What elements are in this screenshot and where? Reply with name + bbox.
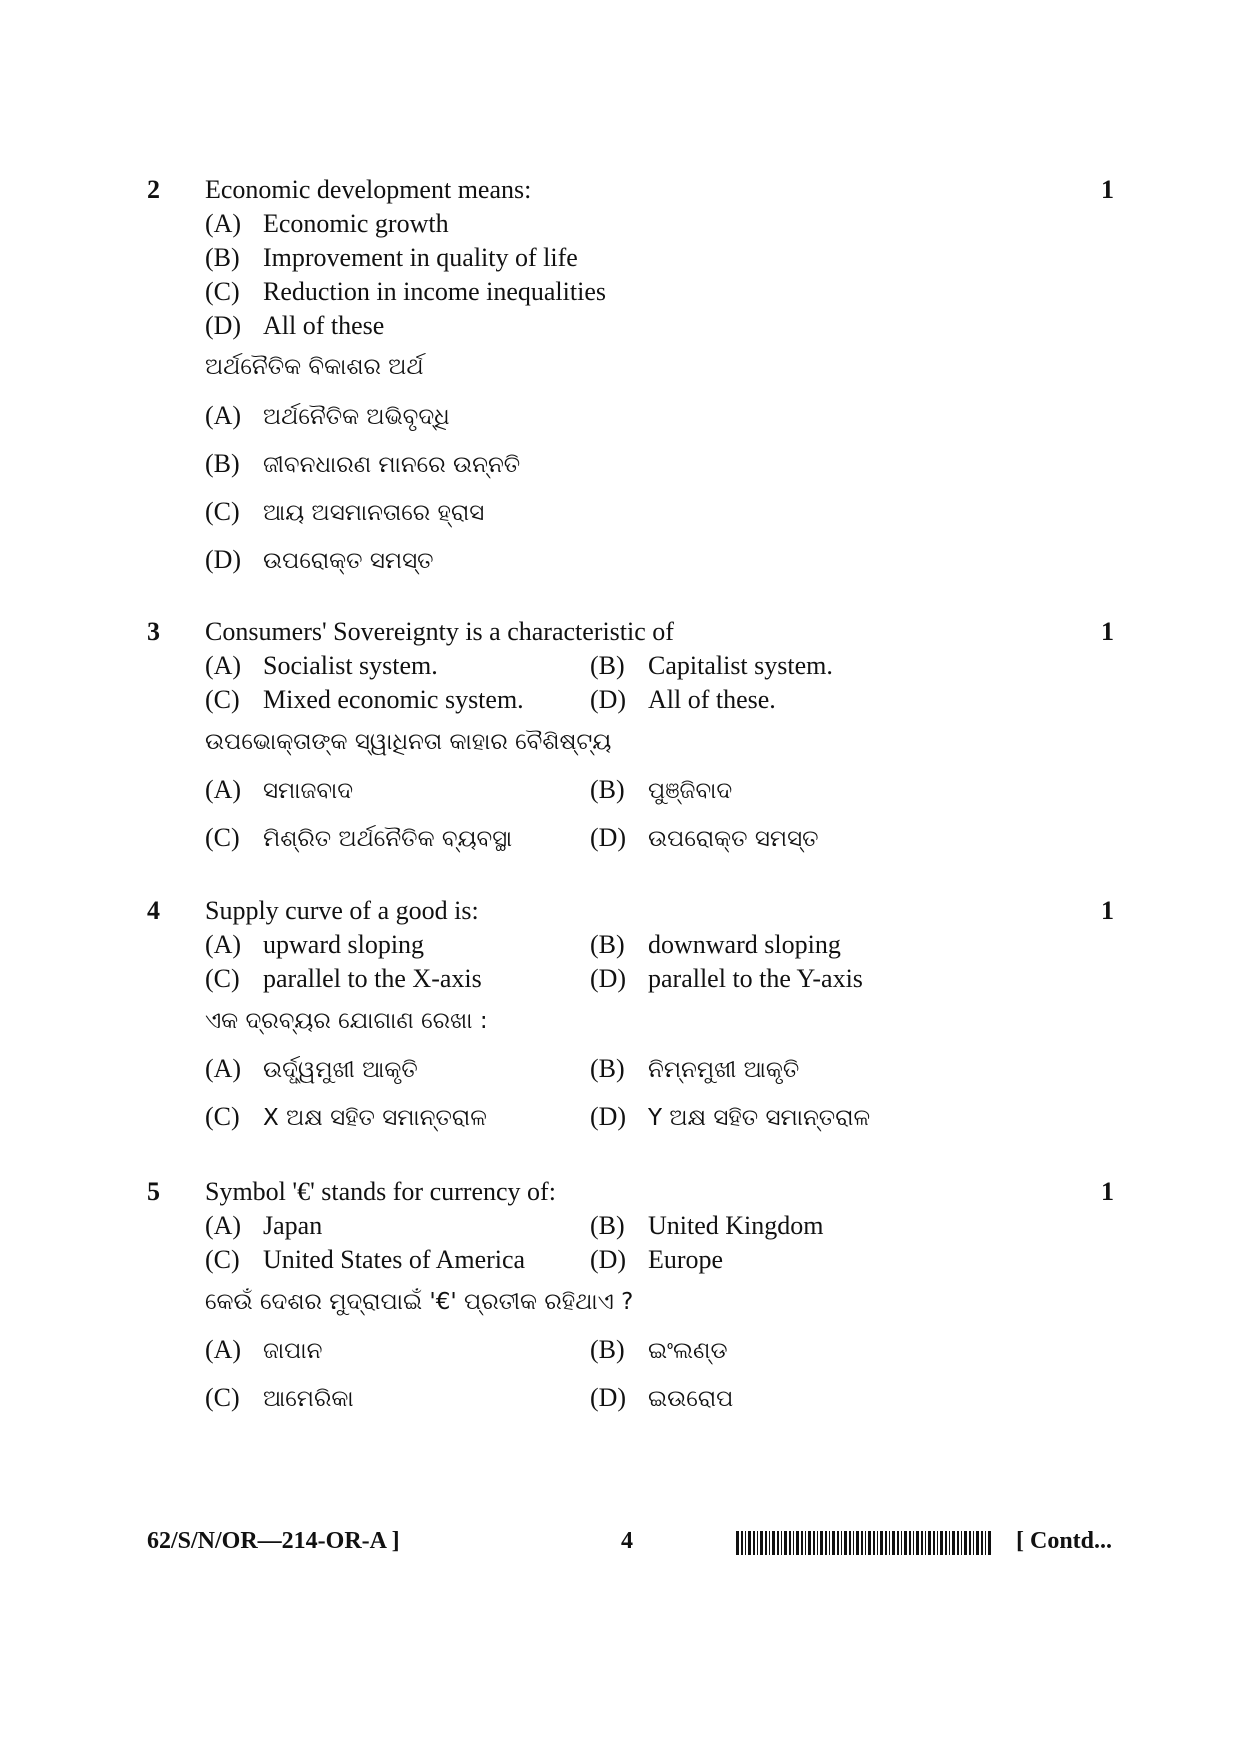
- page-number: 4: [621, 1528, 633, 1554]
- question-number: 3: [147, 617, 160, 646]
- option-a-odia: (A) ଉର୍ଦ୍ଧ୍ୱମୁଖୀ ଆକୃତି: [205, 1054, 418, 1083]
- option-a-odia: (A) ଜାପାନ: [205, 1335, 323, 1364]
- question-number: 2: [147, 175, 160, 204]
- question-text-odia: କେଉଁ ଦେଶର ମୁଦ୍ରାପାଇଁ '€' ପ୍ରତୀକ ରହିଥାଏ ?: [205, 1289, 634, 1315]
- option-a-english: (A) Japan: [205, 1211, 323, 1240]
- question-number: 4: [147, 896, 160, 925]
- option-a-odia: (A) ଅର୍ଥନୈତିକ ଅଭିବୃଦ୍ଧି: [205, 401, 450, 430]
- option-d-odia: (D) ଉପରୋକ୍ତ ସମସ୍ତ: [205, 545, 434, 574]
- question-marks: 1: [1101, 1177, 1114, 1206]
- question-text-odia: ଅର୍ଥନୈତିକ ବିକାଶର ଅର୍ଥ: [205, 354, 424, 380]
- option-b-odia: (B) ପୁଞ୍ଜିବାଦ: [590, 775, 733, 804]
- option-a-english: (A) Socialist system.: [205, 651, 438, 680]
- question-text-odia: ଏକ ଦ୍ରବ୍ୟର ଯୋଗାଣ ରେଖା :: [205, 1008, 488, 1034]
- option-b-english: (B) United Kingdom: [590, 1211, 824, 1240]
- option-b-odia: (B) ଇଂଲଣ୍ଡ: [590, 1335, 728, 1364]
- option-a-odia: (A) ସମାଜବାଦ: [205, 775, 354, 804]
- option-c-odia: (C) ମିଶ୍ରିତ ଅର୍ଥନୈତିକ ବ୍ୟବସ୍ଥା: [205, 823, 513, 852]
- option-d-english: (D) parallel to the Y-axis: [590, 964, 863, 993]
- option-d-odia: (D) Y ଅକ୍ଷ ସହିତ ସମାନ୍ତରାଳ: [590, 1102, 871, 1131]
- question-text-odia: ଉପଭୋକ୍ତାଙ୍କ ସ୍ୱାଧିନତା କାହାର ବୈଶିଷ୍ଟ୍ୟ: [205, 729, 612, 755]
- option-c-english: (C) parallel to the X-axis: [205, 964, 482, 993]
- paper-code: 62/S/N/OR—214-OR-A ]: [147, 1528, 400, 1554]
- page-footer: [0, 1528, 1240, 1564]
- question-text-english: Supply curve of a good is:: [205, 896, 479, 925]
- question-marks: 1: [1101, 175, 1114, 204]
- option-c-odia: (C) X ଅକ୍ଷ ସହିତ ସମାନ୍ତରାଳ: [205, 1102, 487, 1131]
- option-b-odia: (B) ନିମ୍ନମୁଖୀ ଆକୃତି: [590, 1054, 800, 1083]
- option-b-english: (B) downward sloping: [590, 930, 841, 959]
- option-b-odia: (B) ଜୀବନଧାରଣ ମାନରେ ଉନ୍ନତି: [205, 449, 521, 478]
- option-b-english: (B) Improvement in quality of life: [205, 243, 578, 272]
- option-a-english: (A) upward sloping: [205, 930, 425, 959]
- question-number: 5: [147, 1177, 160, 1206]
- option-c-odia: (C) ଆୟ ଅସମାନତାରେ ହ୍ରାସ: [205, 497, 485, 526]
- option-d-english: (D) Europe: [590, 1245, 724, 1274]
- question-text-english: Economic development means:: [205, 175, 532, 204]
- option-c-odia: (C) ଆମେରିକା: [205, 1383, 354, 1412]
- question-text-english: Symbol '€' stands for currency of:: [205, 1177, 556, 1206]
- option-d-odia: (D) ଇଉରୋପ: [590, 1383, 734, 1412]
- option-c-english: (C) Reduction in income inequalities: [205, 277, 606, 306]
- option-a-english: (A) Economic growth: [205, 209, 449, 238]
- option-c-english: (C) Mixed economic system.: [205, 685, 524, 714]
- option-d-english: (D) All of these.: [590, 685, 776, 714]
- continued-label: [ Contd...: [1016, 1528, 1113, 1554]
- question-text-english: Consumers' Sovereignty is a characteristic of: [205, 617, 674, 646]
- option-c-english: (C) United States of America: [205, 1245, 526, 1274]
- barcode-image: [736, 1531, 993, 1555]
- question-marks: 1: [1101, 896, 1114, 925]
- question-marks: 1: [1101, 617, 1114, 646]
- option-b-english: (B) Capitalist system.: [590, 651, 833, 680]
- option-d-english: (D) All of these: [205, 311, 385, 340]
- option-d-odia: (D) ଉପରୋକ୍ତ ସମସ୍ତ: [590, 823, 819, 852]
